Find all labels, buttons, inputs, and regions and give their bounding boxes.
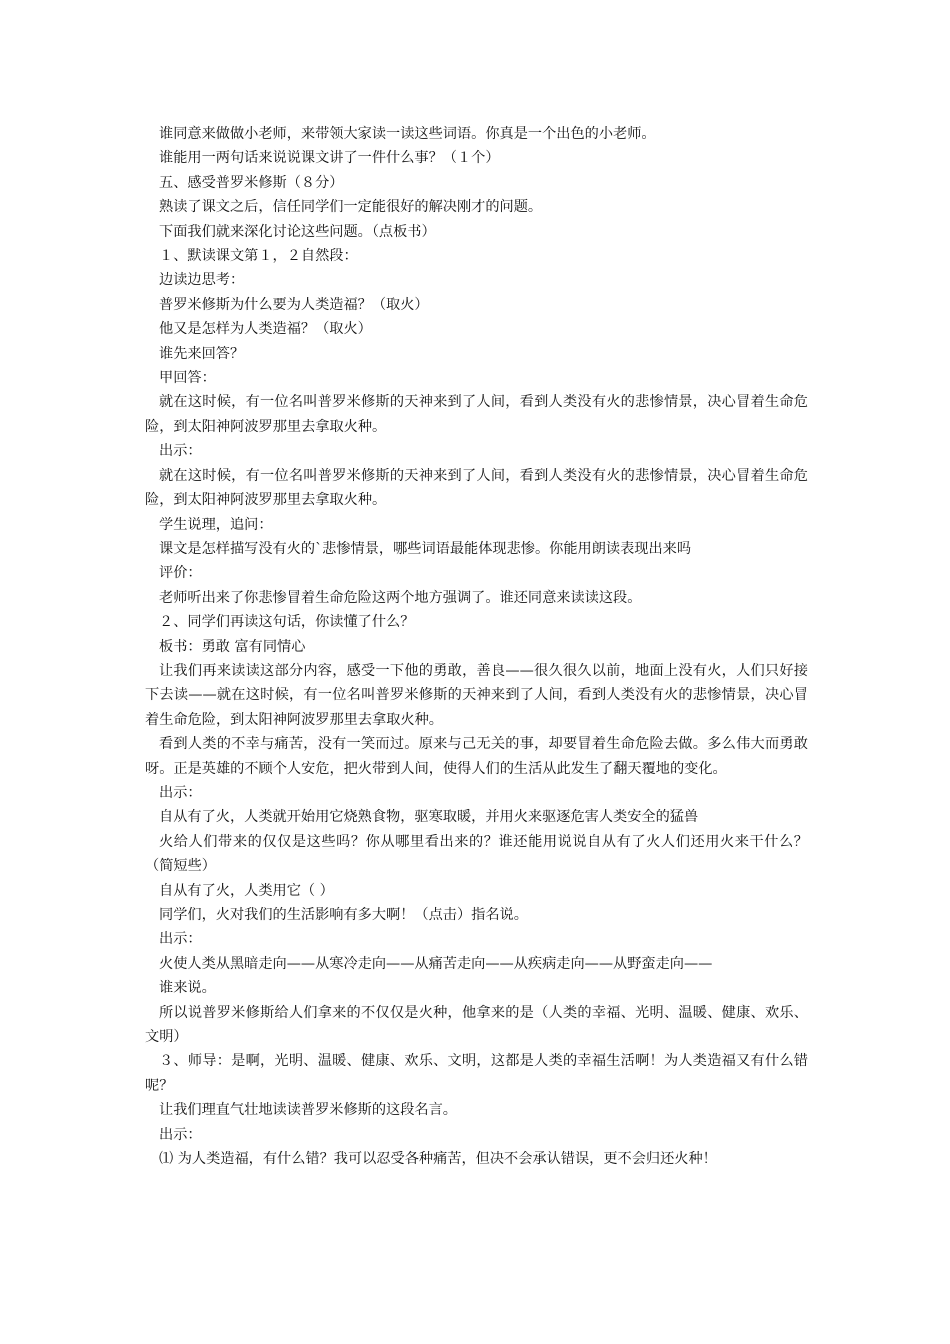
paragraph: 下面我们就来深化讨论这些问题。（点板书） — [159, 223, 436, 240]
paragraph: 熟读了课文之后，信任同学们一定能很好的解决刚才的问题。 — [159, 199, 543, 216]
paragraph: 让我们再来读读这部分内容，感受一下他的勇敢，善良——很久很久以前，地面上没有火，人们只好接下去读——就在这时候，有一位名叫普罗米修斯的天神来到了人间，看到人类没有火的悲惨情景，决心冒着生命危险，到太阳神阿波罗那里去拿取火种。 — [145, 662, 808, 728]
paragraph: 谁能用一两句话来说说课文讲了一件什么事？（１个） — [159, 150, 500, 167]
paragraph: 谁来说。 — [159, 980, 216, 997]
paragraph: 谁先来回答？ — [159, 345, 245, 362]
paragraph: 课文是怎样描写没有火的`悲惨情景，哪些词语最能体现悲惨。你能用朗读表现出来吗 — [159, 540, 692, 557]
paragraph: 自从有了火，人类用它（ ） — [159, 882, 334, 899]
paragraph: ２、同学们再读这句话，你读懂了什么？ — [159, 614, 415, 631]
paragraph: 火给人们带来的仅仅是这些吗？你从哪里看出来的？谁还能用说说自从有了火人们还用火来干什么？（简短些） — [145, 833, 808, 875]
paragraph: 出示： — [159, 443, 202, 460]
paragraph: 就在这时候，有一位名叫普罗米修斯的天神来到了人间，看到人类没有火的悲惨情景，决心冒着生命危险，到太阳神阿波罗那里去拿取火种。 — [145, 467, 808, 509]
paragraph: 让我们理直气壮地读读普罗米修斯的这段名言。 — [159, 1102, 457, 1119]
paragraph: 同学们，火对我们的生活影响有多大啊！（点击）指名说。 — [159, 907, 528, 923]
paragraph: 板书：勇敢 富有同情心 — [159, 638, 306, 655]
document-page — [145, 122, 808, 1171]
paragraph: 五、感受普罗米修斯（８分） — [159, 174, 344, 191]
paragraph: 所以说普罗米修斯给人们拿来的不仅仅是火种，他拿来的是（人类的幸福、光明、温暖、健康、欢乐、文明） — [145, 1004, 808, 1046]
paragraph: １、默读课文第１，２自然段： — [159, 248, 358, 265]
paragraph: 评价： — [159, 565, 202, 582]
paragraph: 出示： — [159, 784, 202, 801]
paragraph: 他又是怎样为人类造福？（取火） — [159, 321, 372, 338]
paragraph: 火使人类从黑暗走向——从寒冷走向——从痛苦走向——从疾病走向——从野蛮走向—— — [159, 955, 713, 972]
paragraph: 看到人类的不幸与痛苦，没有一笑而过。原来与己无关的事，却要冒着生命危险去做。多么伟大而勇敢呀。正是英雄的不顾个人安危，把火带到人间，使得人们的生活从此发生了翻天覆地的变化。 — [145, 736, 808, 777]
paragraph: 谁同意来做做小老师，来带领大家读一读这些词语。你真是一个出色的小老师。 — [159, 126, 656, 142]
paragraph: 就在这时候，有一位名叫普罗米修斯的天神来到了人间，看到人类没有火的悲惨情景，决心冒着生命危险，到太阳神阿波罗那里去拿取火种。 — [145, 394, 808, 435]
paragraph: 老师听出来了你悲惨冒着生命危险这两个地方强调了。谁还同意来读读这段。 — [159, 589, 642, 606]
paragraph: 出示： — [159, 931, 202, 948]
paragraph: 甲回答： — [159, 370, 216, 387]
paragraph: ３、师导：是啊，光明、温暖、健康、欢乐、文明，这都是人类的幸福生活啊！为人类造福又有什么错呢？ — [145, 1053, 808, 1094]
paragraph: 自从有了火，人类就开始用它烧熟食物，驱寒取暖，并用火来驱逐危害人类安全的猛兽 — [159, 809, 699, 826]
paragraph: ⑴ 为人类造福，有什么错？我可以忍受各种痛苦，但决不会承认错误，更不会归还火种！ — [159, 1151, 717, 1168]
paragraph: 边读边思考： — [159, 272, 245, 289]
paragraph: 学生说理，追问： — [159, 516, 273, 533]
paragraph: 普罗米修斯为什么要为人类造福？（取火） — [159, 296, 429, 313]
paragraph: 出示： — [159, 1126, 202, 1143]
